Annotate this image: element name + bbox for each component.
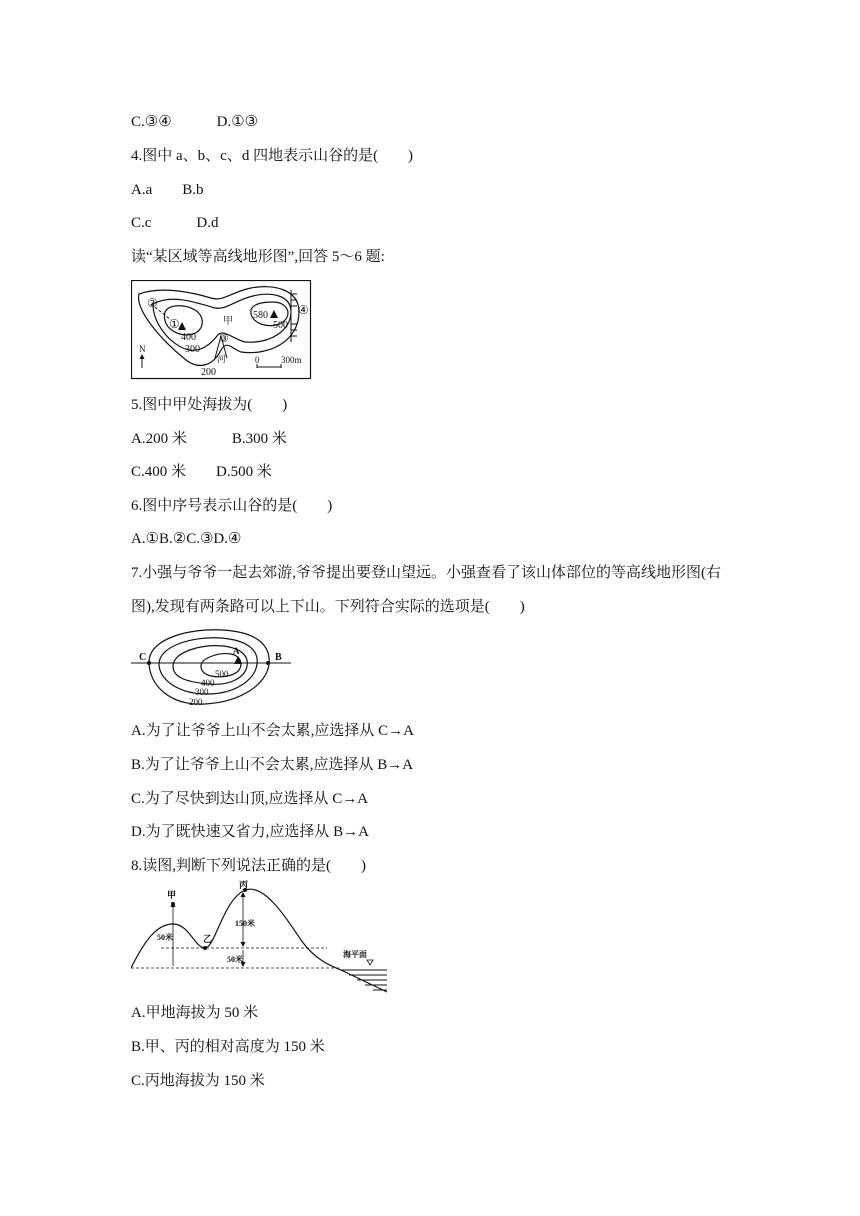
question-7: 7.小强与爷爷一起去郊游,爷爷提出要登山望远。小强查看了该山体部位的等高线地形图(右	[131, 565, 721, 581]
point-jia	[171, 902, 175, 906]
contour-label-500: 500	[215, 669, 229, 679]
label-jia: 甲	[223, 316, 233, 327]
label-b: B	[275, 652, 282, 663]
peak-marker-2	[270, 310, 278, 318]
point-yi	[203, 946, 207, 950]
label-3: ③	[219, 333, 229, 345]
river-label: 河	[217, 354, 227, 364]
label-50m-yi: 50米	[227, 955, 243, 964]
question-4: 4.图中 a、b、c、d 四地表示山谷的是( )	[131, 148, 414, 164]
label-50m-jia: 50米	[157, 933, 173, 942]
label-bing: 丙	[239, 880, 249, 890]
label-2: ②	[147, 296, 158, 310]
option-line: C.③④ D.①③	[131, 114, 259, 130]
terrain-profile-figure	[131, 880, 387, 998]
option-a: A.甲地海拔为 50 米	[131, 1005, 259, 1021]
sea-level-marker-icon	[367, 960, 373, 965]
scale-zero: 0	[255, 355, 260, 365]
contour-label-300: 300	[195, 687, 209, 697]
mountain-contour-figure	[131, 622, 291, 710]
contour-200	[149, 630, 269, 704]
north-label: N	[139, 344, 146, 354]
option-line: A.a B.b	[131, 182, 204, 198]
option-line: C.c D.d	[131, 215, 219, 231]
option-b: B.甲、丙的相对高度为 150 米	[131, 1039, 325, 1055]
label-c: C	[139, 652, 147, 663]
label-1: ①	[169, 317, 180, 331]
option-c: C.丙地海拔为 150 米	[131, 1073, 265, 1089]
label-jia: 甲	[167, 890, 177, 900]
question-5: 5.图中甲处海拔为( )	[131, 397, 288, 413]
label-150m: 150米	[235, 919, 255, 928]
question-7-continued: 图),发现有两条路可以上下山。下列符合实际的选项是( )	[131, 599, 525, 615]
option-line: A.200 米 B.300 米	[131, 431, 287, 447]
north-arrowhead-icon	[140, 354, 145, 359]
label-yi: 乙	[203, 934, 213, 944]
peak-elevation: 580	[253, 310, 268, 321]
reading-instruction: 读“某区域等高线地形图”,回答 5～6 题:	[131, 249, 385, 265]
contour-map-figure	[131, 280, 312, 380]
contour-label-300: 300	[185, 344, 200, 355]
point-c-marker	[147, 661, 151, 665]
point-b-marker	[266, 661, 270, 665]
question-8: 8.读图,判断下列说法正确的是( )	[131, 858, 366, 874]
scale-300m: 300m	[281, 355, 302, 365]
contour-label-500: 500	[273, 320, 288, 331]
option-b: B.为了让爷爷上山不会太累,应选择从 B→A	[131, 757, 414, 773]
label-sea-level: 海平面	[343, 950, 367, 959]
summit-a-marker	[234, 656, 242, 664]
contour-label-400: 400	[201, 678, 215, 688]
label-a: A	[233, 646, 240, 656]
label-4: ④	[298, 303, 309, 317]
question-6: 6.图中序号表示山谷的是( )	[131, 498, 333, 514]
option-a: A.为了让爷爷上山不会太累,应选择从 C→A	[131, 723, 414, 739]
option-line: A.①B.②C.③D.④	[131, 531, 242, 547]
contour-label-200: 200	[201, 367, 216, 378]
option-line: C.400 米 D.500 米	[131, 464, 272, 480]
contour-label-400: 400	[181, 332, 196, 343]
option-c: C.为了尽快到达山顶,应选择从 C→A	[131, 791, 369, 807]
contour-label-200: 200	[189, 697, 203, 707]
option-d: D.为了既快速又省力,应选择从 B→A	[131, 824, 369, 840]
